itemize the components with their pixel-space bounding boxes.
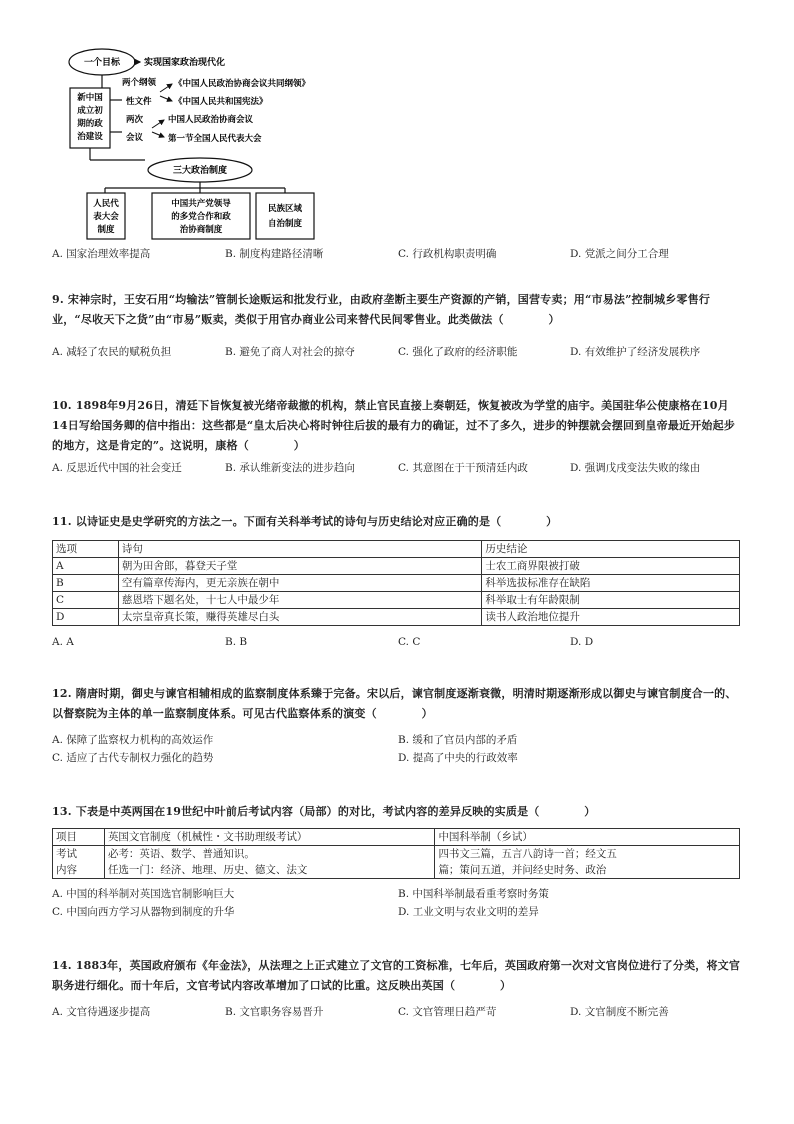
branch2-arrow-2 xyxy=(152,132,164,137)
q14-option-b[interactable]: B. 文官职务容易晋升 xyxy=(225,1006,324,1018)
q11-table xyxy=(52,540,740,626)
uk-line: 必考：英语、数学、普通知识。 xyxy=(107,848,255,860)
branch1-arrow-2 xyxy=(160,96,172,101)
table-header-cell: 历史结论 xyxy=(482,541,740,558)
table-cell: 慈恩塔下题名处，十七人中最少年 xyxy=(118,592,481,609)
system-1-line-3: 制度 xyxy=(97,225,115,235)
q9-option-a[interactable]: A. 减轻了农民的赋税负担 xyxy=(52,346,172,358)
table-header-cell: 选项 xyxy=(53,541,119,558)
table-header-row xyxy=(53,541,740,558)
q12-option-d[interactable]: D. 提高了中央的行政效率 xyxy=(398,752,518,764)
q13-option-d[interactable]: D. 工业文明与农业文明的差异 xyxy=(398,906,539,918)
table-header-row xyxy=(53,829,740,846)
system-2-line-3: 治协商制度 xyxy=(179,225,223,235)
q14-stem: 14. 1883年，英国政府颁布《年金法》，从法理之上正式建立了文官的工资标准，七年后，英国政府第一次对文官岗位进行了分类，将文官职务进行细化。而十年后，文官考试内容改革增加了口试的比重。这反映出英国（ ） xyxy=(52,959,741,992)
q10-option-c[interactable]: C. 其意图在于干预清廷内政 xyxy=(398,462,528,474)
table-cell: A xyxy=(53,558,119,575)
q11-option-b[interactable]: B. B xyxy=(225,636,248,648)
q13-stem: 13. 下表是中英两国在19世纪中叶前后考试内容（局部）的对比，考试内容的差异反映的实质是（ ） xyxy=(52,805,596,818)
q10-stem: 10. 1898年9月26日，清廷下旨恢复被光绪帝裁撤的机构，禁止官民直接上奏朝廷，恢复被改为学堂的庙宇。美国驻华公使康格在10月14日写给国务卿的信中指出：这些都是“皇太后决心将时钟往后拔的最有力的确证，过不了多久，进步的钟摆就会摆回到皇帝最近开始起步的地方，这是肯定的”。这说明，康格（ ） xyxy=(52,399,736,452)
q13-table xyxy=(52,828,740,879)
table-header-cell: 中国科举制（乡试） xyxy=(435,829,740,846)
branch2-item-1: 中国人民政治协商会议 xyxy=(168,115,254,125)
branch1-label-2: 性文件 xyxy=(126,97,152,107)
q9-option-b[interactable]: B. 避免了商人对社会的掠夺 xyxy=(225,346,355,358)
branch1-item-2: 《中国人民共和国宪法》 xyxy=(174,97,268,107)
center-label-3: 期的政 xyxy=(77,119,103,129)
table-cell: 士农工商界限被打破 xyxy=(482,558,740,575)
q11-stem: 11. 以诗证史是史学研究的方法之一。下面有关科举考试的诗句与历史结论对应正确的是（ ） xyxy=(52,515,558,528)
table-cell: 科举选拔标准存在缺陷 xyxy=(482,575,740,592)
table-cell: 空有篇章传海内，更无亲族在朝中 xyxy=(118,575,481,592)
q11-option-d[interactable]: D. D xyxy=(570,636,594,648)
branch1-label-1: 两个纲领 xyxy=(122,78,157,88)
q14-option-a[interactable]: A. 文官待遇逐步提高 xyxy=(52,1006,151,1018)
table-cell: 朝为田舍郎，暮登天子堂 xyxy=(118,558,481,575)
branch2-arrow-1 xyxy=(152,120,164,128)
table-row xyxy=(53,609,740,626)
table-row xyxy=(53,575,740,592)
table-header-cell: 项目 xyxy=(53,829,105,846)
branch2-label-2: 会议 xyxy=(126,133,144,143)
table-cell: 读书人政治地位提升 xyxy=(482,609,740,626)
table-cell xyxy=(435,846,740,879)
q14-option-d[interactable]: D. 文官制度不断完善 xyxy=(570,1006,669,1018)
q8-option-a[interactable]: A. 国家治理效率提高 xyxy=(52,248,151,260)
system-1-line-1: 人民代 xyxy=(93,199,119,209)
goal-text: 实现国家政治现代化 xyxy=(144,58,226,68)
q14-option-c[interactable]: C. 文官管理日趋严苛 xyxy=(398,1006,497,1018)
table-cell: 太宗皇帝真长策，赚得英雄尽白头 xyxy=(118,609,481,626)
system-3-line-1: 民族区域 xyxy=(267,204,303,214)
row-label-line: 考试 xyxy=(56,848,77,860)
q8-option-d[interactable]: D. 党派之间分工合理 xyxy=(570,248,669,260)
table-cell: B xyxy=(53,575,119,592)
branch2-label-1: 两次 xyxy=(126,115,144,125)
system-1-line-2: 表大会 xyxy=(93,212,119,222)
q9-stem: 9. 宋神宗时，王安石用“均输法”管制长途贩运和批发行业，由政府垄断主要生产资源的产销，国营专卖；用“市易法”控制城乡零售行业，“尽收天下之货”由“市易”贩卖，类似于用官办商业公司来替代民间零售业。此类做法（ ） xyxy=(52,293,711,326)
q12-option-b[interactable]: B. 缓和了官员内部的矛盾 xyxy=(398,734,518,746)
table-header-cell: 英国文官制度（机械性・文书助理级考试） xyxy=(104,829,435,846)
q12-option-a[interactable]: A. 保障了监察权力机构的高效运作 xyxy=(52,734,214,746)
system-2-line-2: 的多党合作和政 xyxy=(171,212,231,222)
q12-stem: 12. 隋唐时期，御史与谏官相辅相成的监察制度体系臻于完备。宋以后，谏官制度逐渐衰微，明清时期逐渐形成以御史与谏官制度合一的、以督察院为主体的单一监察制度体系。可见古代监察体系的演变（ ） xyxy=(52,687,737,720)
branch1-item-1: 《中国人民政治协商会议共同纲领》 xyxy=(174,79,311,89)
table-cell: 科举取士有年龄限制 xyxy=(482,592,740,609)
q11-option-a[interactable]: A. A xyxy=(52,636,74,648)
q12-option-c[interactable]: C. 适应了古代专制权力强化的趋势 xyxy=(52,752,214,764)
table-cell xyxy=(53,846,105,879)
branch1-arrow-1 xyxy=(160,84,172,92)
goal-label: 一个目标 xyxy=(83,58,121,68)
q13-option-b[interactable]: B. 中国科举制最看重考察时务策 xyxy=(398,888,549,900)
q10-option-d[interactable]: D. 强调戊戌变法失败的缘由 xyxy=(570,462,701,474)
q11-option-c[interactable]: C. C xyxy=(398,636,421,648)
q10-option-a[interactable]: A. 反思近代中国的社会变迁 xyxy=(52,462,182,474)
q13-option-a[interactable]: A. 中国的科举制对英国选官制影响巨大 xyxy=(52,888,235,900)
table-row xyxy=(53,592,740,609)
center-label-2: 成立初 xyxy=(77,106,103,116)
systems-label: 三大政治制度 xyxy=(172,166,228,176)
q8-option-c[interactable]: C. 行政机构职责明确 xyxy=(398,248,497,260)
system-box-3 xyxy=(256,193,314,239)
q9-option-d[interactable]: D. 有效维护了经济发展秩序 xyxy=(570,346,701,358)
q13-option-c[interactable]: C. 中国向西方学习从器物到制度的升华 xyxy=(52,906,235,918)
q10-option-b[interactable]: B. 承认维新变法的进步趋向 xyxy=(225,462,355,474)
system-2-line-1: 中国共产党领导 xyxy=(171,199,231,209)
table-row xyxy=(53,558,740,575)
table-cell: D xyxy=(53,609,119,626)
q8-concept-diagram xyxy=(60,40,360,245)
q8-option-b[interactable]: B. 制度构建路径清晰 xyxy=(225,248,324,260)
center-label-4: 治建设 xyxy=(77,132,103,142)
table-row xyxy=(53,846,740,879)
branch2-item-2: 第一节全国人民代表大会 xyxy=(168,134,262,144)
row-label-line: 内容 xyxy=(56,864,77,876)
cn-line: 篇；策问五道，并问经史时务、政治 xyxy=(438,864,607,876)
cn-line: 四书文三篇，五言八韵诗一首；经文五 xyxy=(438,848,617,860)
table-header-cell: 诗句 xyxy=(118,541,481,558)
system-3-line-2: 自治制度 xyxy=(267,219,303,229)
center-label-1: 新中国 xyxy=(77,93,103,103)
table-cell: C xyxy=(53,592,119,609)
uk-line: 任选一门：经济、地理、历史、德文、法文 xyxy=(107,864,308,876)
q9-option-c[interactable]: C. 强化了政府的经济职能 xyxy=(398,346,518,358)
table-cell xyxy=(104,846,435,879)
